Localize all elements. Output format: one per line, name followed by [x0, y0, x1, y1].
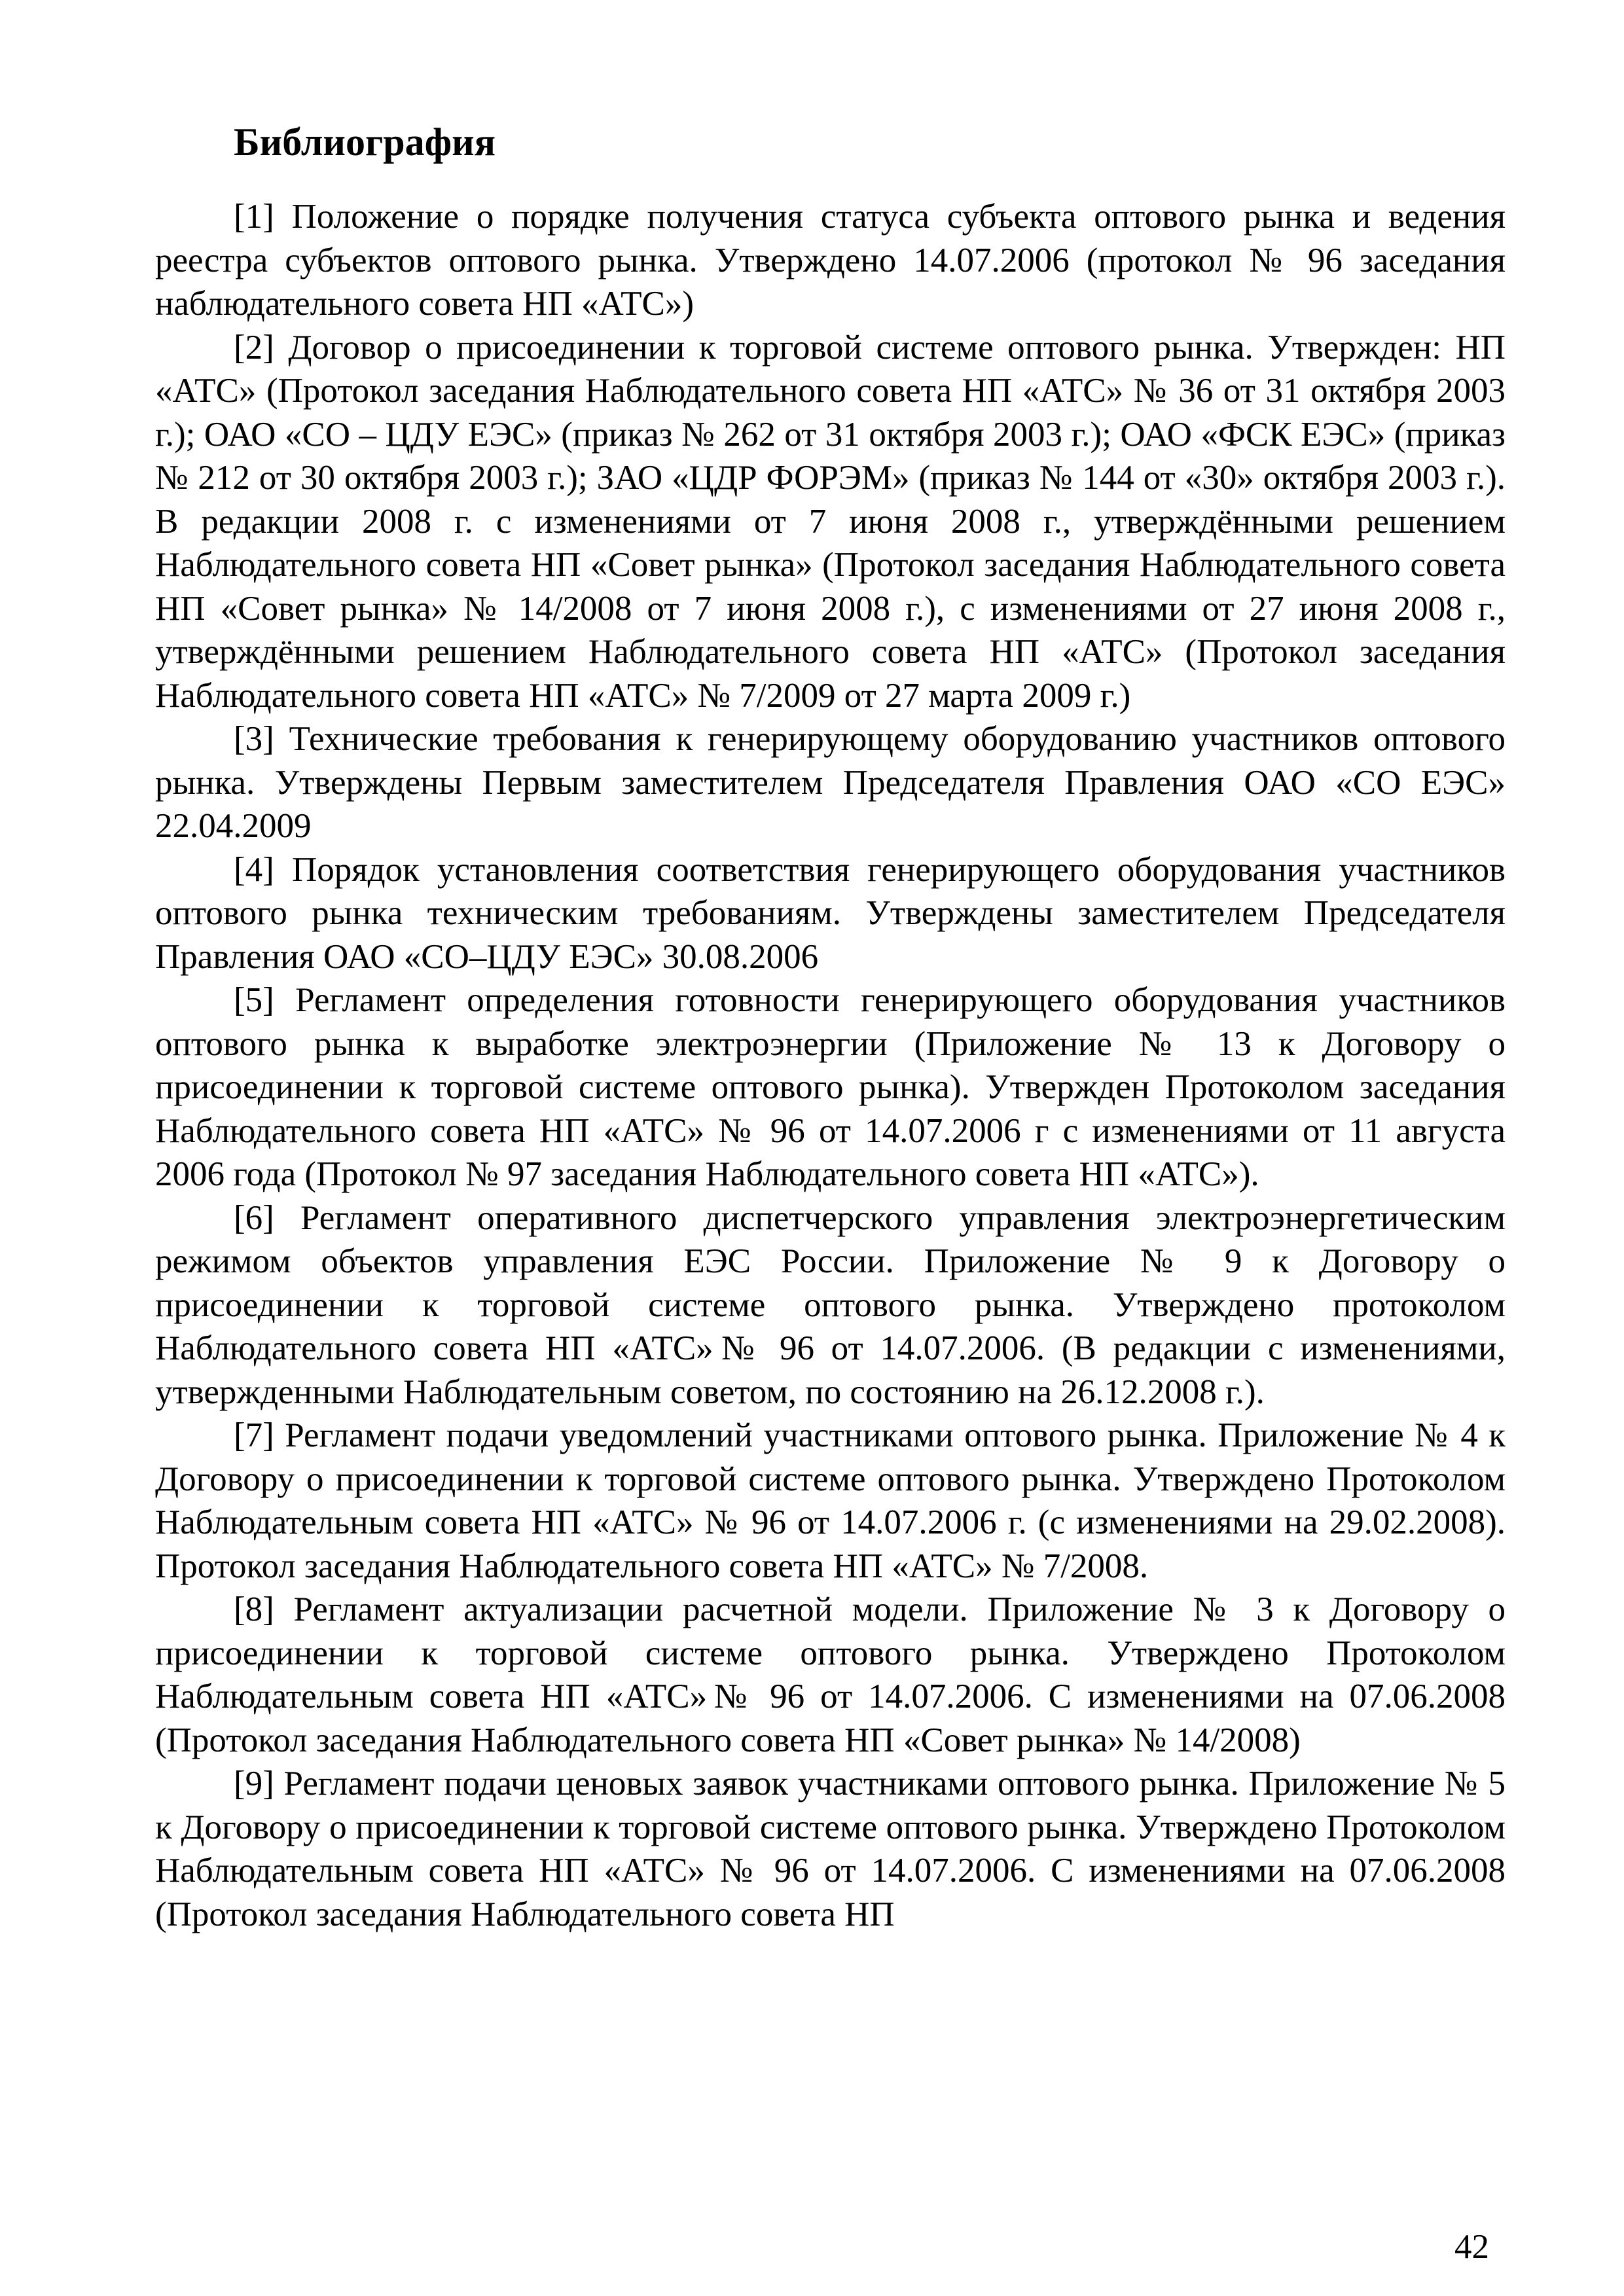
bibliography-entry-2: [155, 326, 1506, 718]
entry-text: Положение о порядке получения статуса субъекта оптового рынка и ведения реестра субъектов оптового рынка. Утверждено 14.07.2006 (протокол № 96 заседания наблюдательного совета НП «АТС»): [155, 198, 1506, 323]
entry-number: [8]: [234, 1590, 274, 1628]
entry-number: [7]: [234, 1416, 274, 1454]
bibliography-entry-7: [155, 1414, 1506, 1588]
entry-text: Договор о присоединении к торговой системе оптового рынка. Утвержден: НП «АТС» (Протокол заседания Наблюдательного совета НП «АТС» № 36 от 31 октября 2003 г.); ОАО «СО – ЦДУ ЕЭС» (приказ № 262 от 31 октября 2003 г.); ОАО «ФСК ЕЭС» (приказ № 212 от 30 октября 2003 г.); ЗАО «ЦДР ФОРЭМ» (приказ № 144 от «30» октября 2003 г.). В редакции 2008 г. с изменениями от 7 июня 2008 г., утверждёнными решением Наблюдательного совета НП «Совет рынка» (Протокол заседания Наблюдательного совета НП «Совет рынка» № 14/2008 от 7 июня 2008 г.), с изменениями от 27 июня 2008 г., утверждёнными решением Наблюдательного совета НП «АТС» (Протокол заседания Наблюдательного совета НП «АТС» № 7/2009 от 27 марта 2009 г.): [155, 328, 1506, 715]
entry-text: Порядок установления соответствия генерирующего оборудования участников оптового рынка техническим требованиям. Утверждены заместителем Председателя Правления ОАО «СО–ЦДУ ЕЭС» 30.08.2006: [155, 850, 1506, 976]
bibliography-entry-4: [155, 848, 1506, 979]
entry-number: [5]: [234, 981, 274, 1019]
bibliography-entry-8: [155, 1588, 1506, 1762]
entry-text: Регламент оперативного диспетчерского управления электроэнергетическим режимом объектов управления ЕЭС России. Приложение № 9 к Договору о присоединении к торговой системе оптового рынка. Утверждено протоколом Наблюдательного совета НП «АТС»№ 96 от 14.07.2006. (В редакции с изменениями, утвержденными Наблюдательным советом, по состоянию на 26.12.2008 г.).: [155, 1198, 1506, 1411]
entry-number: [1]: [234, 198, 274, 236]
entry-text: Регламент подачи уведомлений участниками оптового рынка. Приложение № 4 к Договору о присоединении к торговой системе оптового рынка. Утверждено Протоколом Наблюдательным совета НП «АТС» № 96 от 14.07.2006 г. (с изменениями на 29.02.2008). Протокол заседания Наблюдательного совета НП «АТС» № 7/2008.: [155, 1416, 1506, 1585]
entry-number: [2]: [234, 328, 274, 367]
bibliography-entry-5: [155, 978, 1506, 1196]
bibliography-entry-6: [155, 1196, 1506, 1414]
document-page: [155, 118, 1506, 1936]
entry-text: Технические требования к генерирующему оборудованию участников оптового рынка. Утверждены Первым заместителем Председателя Правления ОАО «СО ЕЭС» 22.04.2009: [155, 720, 1506, 845]
entry-text: Регламент подачи ценовых заявок участниками оптового рынка. Приложение № 5 к Договору о присоединении к торговой системе оптового рынка. Утверждено Протоколом Наблюдательным совета НП «АТС» № 96 от 14.07.2006. С изменениями на 07.06.2008 (Протокол заседания Наблюдательного совета НП: [155, 1765, 1506, 1933]
bibliography-list: [155, 195, 1506, 1936]
entry-text: Регламент актуализации расчетной модели. Приложение № 3 к Договору о присоединении к торговой системе оптового рынка. Утверждено Протоколом Наблюдательным совета НП «АТС»№ 96 от 14.07.2006. С изменениями на 07.06.2008 (Протокол заседания Наблюдательного совета НП «Совет рынка» № 14/2008): [155, 1590, 1506, 1759]
bibliography-entry-1: [155, 195, 1506, 326]
bibliography-entry-9: [155, 1762, 1506, 1936]
entry-number: [6]: [234, 1198, 274, 1237]
entry-number: [3]: [234, 720, 274, 758]
page-number: 42: [1454, 2228, 1489, 2266]
entry-number: [4]: [234, 850, 274, 889]
entry-number: [9]: [234, 1765, 274, 1803]
page-title: Библиография: [234, 120, 496, 164]
entry-text: Регламент определения готовности генерирующего оборудования участников оптового рынка к выработке электроэнергии (Приложение № 13 к Договору о присоединении к торговой системе оптового рынка). Утвержден Протоколом заседания Наблюдательного совета НП «АТС» № 96 от 14.07.2006 г с изменениями от 11 августа 2006 года (Протокол № 97 заседания Наблюдательного совета НП «АТС»).: [155, 981, 1506, 1193]
bibliography-entry-3: [155, 717, 1506, 848]
